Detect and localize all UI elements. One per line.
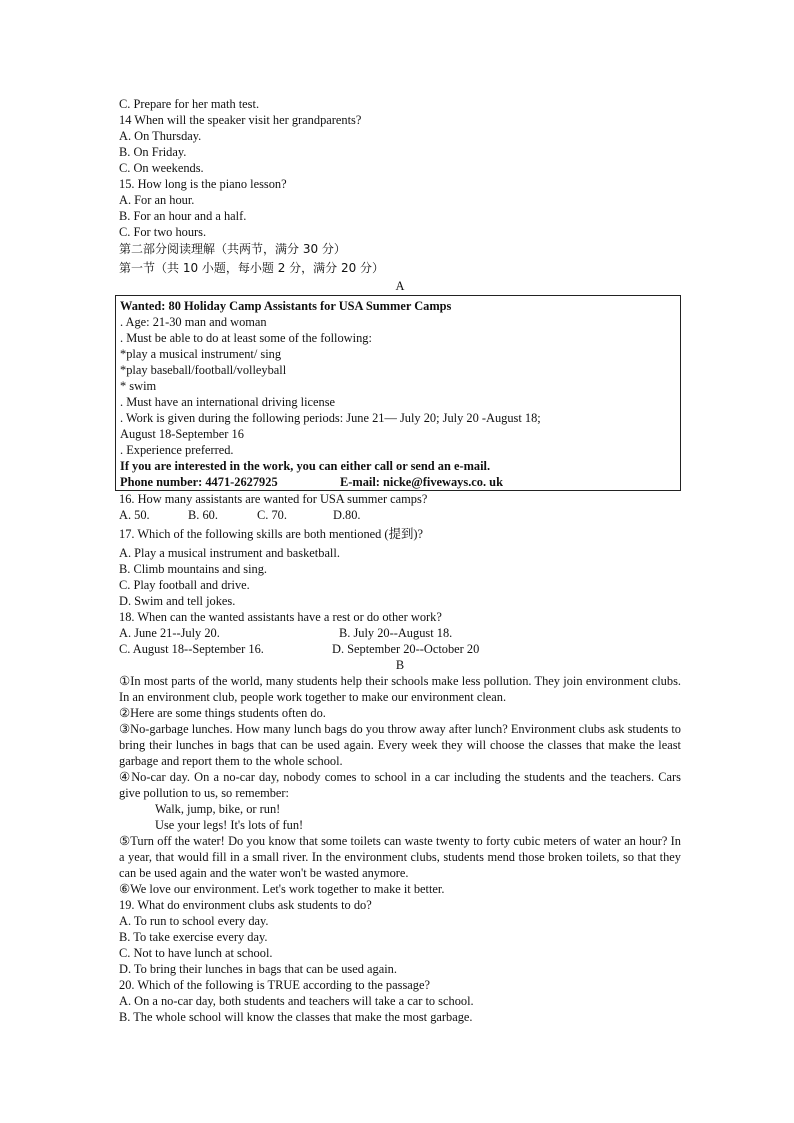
option-c: C. 70. xyxy=(257,508,287,522)
paragraph: ③No-garbage lunches. How many lunch bags do you throw away after lunch? Environment clubs ask students to bring their lunches in bags that can be used again. Every week they will choose the classes that make the least garbage and report them to the whole school. xyxy=(119,722,681,768)
ad-phone: Phone number: 4471-2627925 xyxy=(120,475,278,489)
option-d: D. September 20--October 20 xyxy=(332,642,480,656)
paragraph: ①In most parts of the world, many students help their schools make less pollution. They join environment clubs. In an environment club, people work together to make our environment clean. xyxy=(119,674,681,704)
option-a: A. Play a musical instrument and basketball. xyxy=(119,546,340,560)
ad-line: * swim xyxy=(120,379,157,393)
question-20: 20. Which of the following is TRUE according to the passage? xyxy=(119,978,430,992)
text-line: B. On Friday. xyxy=(119,145,187,159)
option-c: C. August 18--September 16. xyxy=(119,642,264,656)
ad-line: . Must have an international driving license xyxy=(120,395,336,409)
passage-label-a: A xyxy=(395,279,405,293)
option-a: A. June 21--July 20. xyxy=(119,626,220,640)
question-16-options xyxy=(119,507,681,523)
exam-page xyxy=(119,96,681,1025)
option-a: A. 50. xyxy=(119,508,150,522)
ad-line: . Experience preferred. xyxy=(120,443,234,457)
ad-contact-row xyxy=(120,474,680,490)
passage-label-b: B xyxy=(395,658,405,672)
passage-b-body xyxy=(119,673,681,897)
ad-email: E-mail: nicke@fiveways.co. uk xyxy=(340,475,503,489)
question-16: 16. How many assistants are wanted for USA summer camps? xyxy=(119,492,428,506)
option-d: D.80. xyxy=(333,508,361,522)
option-d: D. To bring their lunches in bags that can be used again. xyxy=(119,962,397,976)
option-b: B. The whole school will know the classes that make the most garbage. xyxy=(119,1010,473,1024)
question-19: 19. What do environment clubs ask students to do? xyxy=(119,898,372,912)
text-line: 14 When will the speaker visit her grandparents? xyxy=(119,113,362,127)
question-17: 17. Which of the following skills are both mentioned (提到)? xyxy=(119,527,423,541)
ad-line: . Work is given during the following periods: June 21— July 20; July 20 -August 18; xyxy=(120,411,541,425)
text-line: C. For two hours. xyxy=(119,225,207,239)
ad-title: Wanted: 80 Holiday Camp Assistants for USA Summer Camps xyxy=(120,299,452,313)
ad-line: . Age: 21-30 man and woman xyxy=(120,315,267,329)
question-18: 18. When can the wanted assistants have a rest or do other work? xyxy=(119,610,442,624)
option-b: B. To take exercise every day. xyxy=(119,930,268,944)
ad-line: *play a musical instrument/ sing xyxy=(120,347,282,361)
ad-line: August 18-September 16 xyxy=(120,427,244,441)
subsection-header: 第一节（共 10 小题，每小题 2 分，满分 20 分） xyxy=(119,261,385,275)
job-advertisement xyxy=(115,295,681,491)
listening-questions xyxy=(119,96,681,240)
paragraph: ⑥We love our environment. Let's work together to make it better. xyxy=(119,882,445,896)
option-c: C. Play football and drive. xyxy=(119,578,250,592)
paragraph: ④No-car day. On a no-car day, nobody comes to school in a car including the students and the teachers. Cars give pollution to us, so remember: xyxy=(119,770,681,800)
ad-contact-line: If you are interested in the work, you can either call or send an e-mail. xyxy=(120,459,491,473)
option-c: C. Not to have lunch at school. xyxy=(119,946,273,960)
text-line: 15. How long is the piano lesson? xyxy=(119,177,287,191)
question-18-options-row2 xyxy=(119,641,681,657)
option-a: A. To run to school every day. xyxy=(119,914,269,928)
question-18-options-row1 xyxy=(119,625,681,641)
text-line: A. For an hour. xyxy=(119,193,195,207)
option-b: B. 60. xyxy=(188,508,218,522)
ad-line: . Must be able to do at least some of the following: xyxy=(120,331,372,345)
text-line: C. Prepare for her math test. xyxy=(119,97,260,111)
text-line: A. On Thursday. xyxy=(119,129,202,143)
option-d: D. Swim and tell jokes. xyxy=(119,594,236,608)
paragraph: ②Here are some things students often do. xyxy=(119,706,326,720)
ad-line: *play baseball/football/volleyball xyxy=(120,363,287,377)
paragraph: ⑤Turn off the water! Do you know that some toilets can waste twenty to forty cubic meters of water an hour? In a year, that would fill in a small river. In the environment clubs, students mend those broken toilets, so that they can be used again and the water won't be wasted anymore. xyxy=(119,834,681,880)
text-line: C. On weekends. xyxy=(119,161,204,175)
slogan-line: Use your legs! It's lots of fun! xyxy=(155,818,304,832)
option-b: B. July 20--August 18. xyxy=(339,626,453,640)
text-line: B. For an hour and a half. xyxy=(119,209,247,223)
section-header: 第二部分阅读理解（共两节，满分 30 分） xyxy=(119,242,346,256)
option-a: A. On a no-car day, both students and teachers will take a car to school. xyxy=(119,994,474,1008)
slogan-line: Walk, jump, bike, or run! xyxy=(155,802,281,816)
option-b: B. Climb mountains and sing. xyxy=(119,562,268,576)
